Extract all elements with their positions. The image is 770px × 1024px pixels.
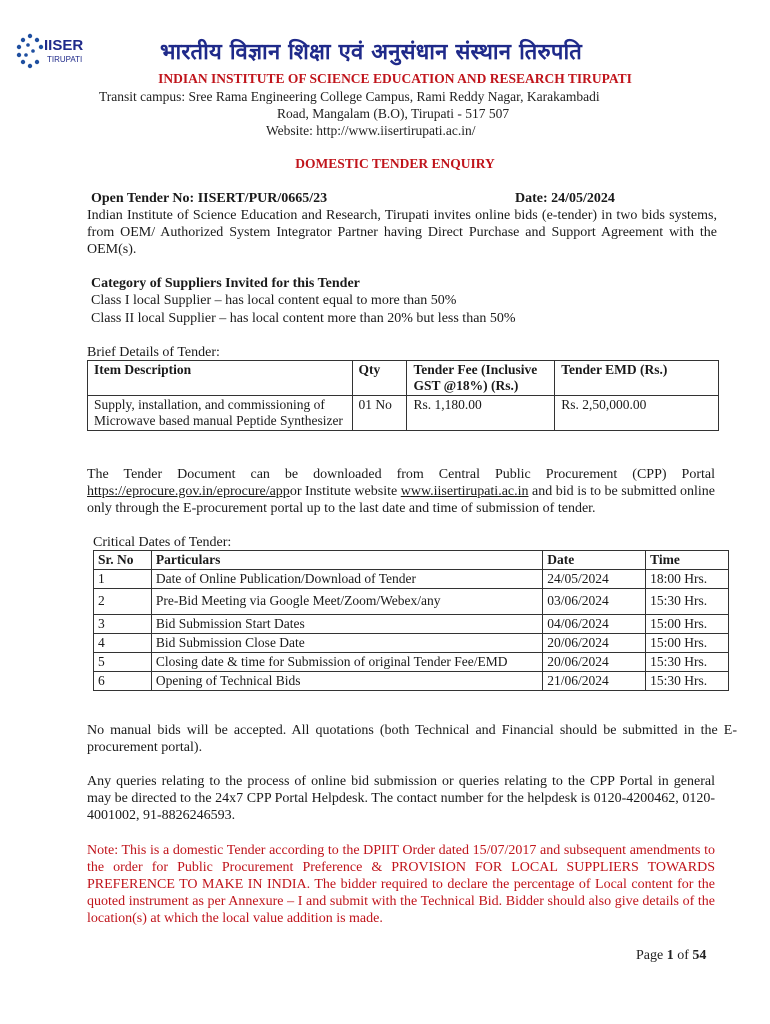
svg-text:TIRUPATI: TIRUPATI bbox=[47, 55, 83, 64]
row-1-time: 18:00 Hrs. bbox=[646, 570, 729, 589]
class-2-supplier: Class II local Supplier – has local content more than 20% but less than 50% bbox=[91, 311, 516, 326]
header-tender-emd: Tender EMD (Rs.) bbox=[555, 361, 719, 396]
hindi-institute-name: भारतीय विज्ञान शिक्षा एवं अनुसंधान संस्थान तिरुपति bbox=[160, 40, 582, 65]
header-time: Time bbox=[646, 551, 729, 570]
header-qty: Qty bbox=[352, 361, 407, 396]
row-5-particulars: Closing date & time for Submission of original Tender Fee/EMD bbox=[151, 653, 542, 672]
header-tender-fee: Tender Fee (Inclusive GST @18%) (Rs.) bbox=[407, 361, 555, 396]
tender-number: Open Tender No: IISERT/PUR/0665/23 bbox=[91, 191, 328, 206]
row-6-particulars: Opening of Technical Bids bbox=[151, 672, 542, 691]
table-row bbox=[94, 615, 729, 634]
row-1-particulars: Date of Online Publication/Download of Tender bbox=[151, 570, 542, 589]
row-5-sr: 5 bbox=[94, 653, 152, 672]
row-4-particulars: Bid Submission Close Date bbox=[151, 634, 542, 653]
download-text-2: or Institute website bbox=[289, 484, 401, 499]
table-row bbox=[88, 396, 719, 431]
queries-paragraph: Any queries relating to the process of online bid submission or queries relating to the CPP Portal in general may be directed to the 24x7 CPP Portal Helpdesk. The contact number for the helpdesk is 0120-4200462, 0120-4001002, 91-8826246593. bbox=[87, 774, 715, 823]
download-text-3: and bid is to be submitted online only through the E-procurement portal up to the last date and time of submission of tender. bbox=[87, 484, 716, 516]
tender-date: Date: 24/05/2024 bbox=[515, 191, 615, 206]
table-row bbox=[94, 672, 729, 691]
item-fee: Rs. 1,180.00 bbox=[407, 396, 555, 431]
critical-table-header bbox=[94, 551, 729, 570]
address-line-2: Road, Mangalam (B.O), Tirupati - 517 507 bbox=[277, 106, 510, 121]
table-row bbox=[94, 653, 729, 672]
critical-dates-table bbox=[93, 550, 729, 691]
row-3-sr: 3 bbox=[94, 615, 152, 634]
of-label: of bbox=[677, 948, 689, 963]
row-2-sr: 2 bbox=[94, 589, 152, 615]
row-3-date: 04/06/2024 bbox=[543, 615, 646, 634]
table-row bbox=[94, 589, 729, 615]
row-3-time: 15:00 Hrs. bbox=[646, 615, 729, 634]
row-4-time: 15:00 Hrs. bbox=[646, 634, 729, 653]
page-label: Page bbox=[636, 948, 664, 963]
row-6-time: 15:30 Hrs. bbox=[646, 672, 729, 691]
row-3-particulars: Bid Submission Start Dates bbox=[151, 615, 542, 634]
table-row bbox=[94, 570, 729, 589]
total-pages: 54 bbox=[692, 948, 707, 963]
institute-website-link[interactable]: www.iisertirupati.ac.in bbox=[400, 484, 529, 499]
header-sr-no: Sr. No bbox=[94, 551, 152, 570]
item-description: Supply, installation, and commissioning of Microwave based manual Peptide Synthesizer bbox=[88, 396, 353, 431]
table-row bbox=[94, 634, 729, 653]
download-text-1: The Tender Document can be downloaded from Central Public Procurement (CPP) Portal bbox=[87, 467, 715, 482]
row-2-particulars: Pre-Bid Meeting via Google Meet/Zoom/Webex/any bbox=[151, 589, 542, 615]
critical-dates-heading: Critical Dates of Tender: bbox=[93, 535, 232, 550]
row-5-time: 15:30 Hrs. bbox=[646, 653, 729, 672]
manual-bids-paragraph: No manual bids will be accepted. All quotations (both Technical and Financial should be submitted in the E-procurement portal). bbox=[87, 723, 737, 755]
row-6-date: 21/06/2024 bbox=[543, 672, 646, 691]
institute-name: INDIAN INSTITUTE OF SCIENCE EDUCATION AND RESEARCH TIRUPATI bbox=[158, 71, 632, 86]
row-6-sr: 6 bbox=[94, 672, 152, 691]
item-emd: Rs. 2,50,000.00 bbox=[555, 396, 719, 431]
row-2-time: 15:30 Hrs. bbox=[646, 589, 729, 615]
website-line: Website: http://www.iisertirupati.ac.in/ bbox=[266, 123, 476, 138]
address-line-1: Transit campus: Sree Rama Engineering College Campus, Rami Reddy Nagar, Karakambadi bbox=[99, 89, 600, 104]
brief-table-header bbox=[88, 361, 719, 396]
svg-text:IISER: IISER bbox=[44, 37, 84, 54]
item-qty: 01 No bbox=[352, 396, 407, 431]
document-title: DOMESTIC TENDER ENQUIRY bbox=[295, 156, 495, 171]
class-1-supplier: Class I local Supplier – has local content equal to more than 50% bbox=[91, 293, 457, 308]
row-5-date: 20/06/2024 bbox=[543, 653, 646, 672]
row-2-date: 03/06/2024 bbox=[543, 589, 646, 615]
note-paragraph: Note: This is a domestic Tender according to the DPIIT Order dated 15/07/2017 and subsequent amendments to the order for Public Procurement Preference & PROVISION FOR LOCAL SUPPLIERS TOWARDS PREFERENCE TO MAKE IN INDIA. The bidder required to declare the percentage of Local content for the quoted instrument as per Annexure – I and submit with the Technical Bid. Bidder should also give details of the location(s) at which the local value addition is made. bbox=[87, 843, 715, 926]
header-particulars: Particulars bbox=[151, 551, 542, 570]
page-number bbox=[636, 948, 706, 964]
row-1-sr: 1 bbox=[94, 570, 152, 589]
header-item-description: Item Description bbox=[88, 361, 353, 396]
category-heading: Category of Suppliers Invited for this Tender bbox=[91, 276, 360, 291]
intro-paragraph: Indian Institute of Science Education and Research, Tirupati invites online bids (e-tender) in two bids systems, from OEM/ Authorized System Integrator Partner having Direct Purchase and Support Agreement with the OEM(s). bbox=[87, 208, 717, 257]
header-date: Date bbox=[543, 551, 646, 570]
current-page: 1 bbox=[666, 948, 674, 963]
eprocure-link[interactable]: https://eprocure.gov.in/eprocure/app bbox=[87, 484, 290, 499]
row-1-date: 24/05/2024 bbox=[543, 570, 646, 589]
download-paragraph bbox=[87, 466, 715, 517]
row-4-date: 20/06/2024 bbox=[543, 634, 646, 653]
brief-details-heading: Brief Details of Tender: bbox=[87, 345, 220, 360]
brief-details-table bbox=[87, 360, 719, 431]
row-4-sr: 4 bbox=[94, 634, 152, 653]
